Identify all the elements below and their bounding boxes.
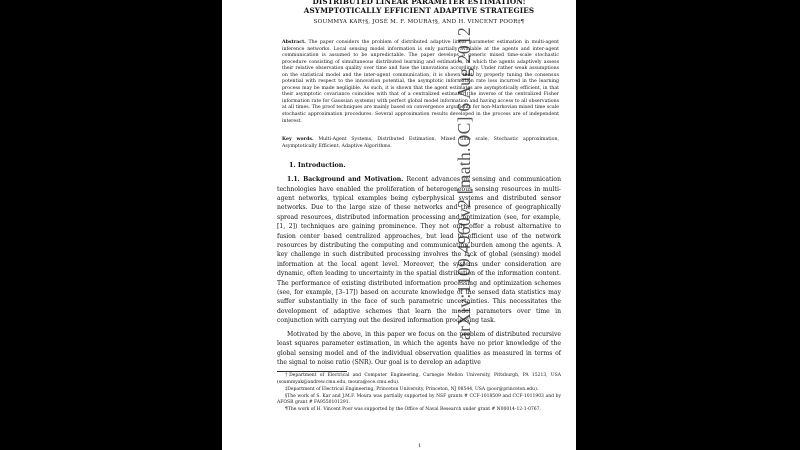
keywords-label: Key words. [282, 137, 314, 143]
footnote-3: §The work of S. Kar and J.M.F. Moura was partially supported by NSF grants # CCF-1018509 and CCF-1011903 and by AFOSR grant # FA9550101291. [277, 393, 561, 406]
title-line-1: DISTRIBUTED LINEAR PARAMETER ESTIMATION: [312, 0, 526, 6]
paper-title [277, 0, 561, 15]
abstract-text: The paper considers the problem of distributed adaptive linear parameter estimation in multi-agent inference networks. Local sensing model information is only partially available at the agents and inter-agent communication is assumed to be unpredictable. The paper develops a generic mixed time-scale stochastic procedure consisting of simultaneous distributed learning and estimation, in which the agents adaptively assess their relative observation quality over time and fuse the innovations accordingly. Under rather weak assumptions on the statistical model and the inter-agent communication, it is shown that, by properly tuning the consensus potential with respect to the innovation potential, the asymptotic information rate loss incurred in the learning process may be made negligible. As such, it is shown that the agent estimates are asymptotically efficient, in that their asymptotic covariance coincides with that of a centralized estimator (the inverse of the centralized Fisher information rate for Gaussian systems) with perfect global model information and having access to all observations at all times. The proof techniques are mainly based on convergence arguments for non-Markovian mixed time scale stochastic approximation procedures. Several approximation results developed in the process are of independent interest. [282, 40, 559, 124]
abstract-label: Abstract. [282, 40, 306, 45]
abstract [282, 40, 559, 125]
subsection-heading: 1.1. Background and Motivation. [287, 176, 404, 184]
page-content [277, 0, 561, 414]
paragraph-2: Motivated by the above, in this paper we focus on the problem of distributed recursive least squares parameter estimation, in which the agents have no prior knowledge of the global sensing model and of the individual observation qualities as measured in terms of the signal to noise ratio (SNR). Our goal is to develop an adaptive [277, 330, 561, 366]
title-line-2: ASYMPTOTICALLY EFFICIENT ADAPTIVE STRATEGIES [303, 6, 535, 15]
authors: SOUMMYA KAR†§, JOSÉ M. F. MOURA†§, AND H. VINCENT POOR‡¶ [313, 19, 525, 25]
footnote-2: ‡Department of Electrical Engineering, Princeton University, Princeton, NJ 08544, USA (poor@princeton.edu). [285, 386, 539, 392]
footnote-4: ¶The work of H. Vincent Poor was supported by the Office of Naval Research under grant # N00014-12-1-0767. [285, 407, 541, 413]
paragraph-1-text: Recent advances in sensing and communication technologies have enabled the proliferation of heterogeneous sensing resources in multi-agent networks, typical examples being cyberphysical systems and distributed sensor networks. Due to the large size of these networks and the presence of geographically spread resources, distributed information processing and optimization (see, for example, [1, 2]) techniques are gaining prominence. They not only offer a robust alternative to fusion center based centralized approaches, but lead to efficient use of the network resources by distributing the computing and communication burden among the agents. A key challenge in such distributed processing involves the lack of global (sensing) model information at the local agent level. Moreover, the systems under consideration are dynamic, often leading to uncertainty in the spatial distribution of the information content. The performance of existing distributed information processing and optimization schemes (see, for example, [3–17]) based on accurate knowledge of the sensed data statistics may suffer substantially in the face of such parametric uncertainties. This necessitates the development of adaptive schemes that learn the model parameters over time in conjunction with carrying out the desired information processing task. [277, 176, 562, 325]
footnote-1: †Department of Electrical and Computer Engineering, Carnegie Mellon University, Pittsburgh, PA 15213, USA (soummyak@andrew.cmu.edu, moura@ece.cmu.edu). [277, 373, 561, 385]
section-heading: 1. Introduction. [289, 161, 346, 170]
keywords [282, 137, 559, 150]
paragraph-1 [277, 175, 561, 326]
arxiv-side-label: arXiv:1109.4960v2 [math.OC] 6 Aug 2012 [454, 26, 474, 340]
page-number: 1 [418, 443, 422, 449]
keywords-text: Multi-Agent Systems, Distributed Estimation, Mixed time scale, Stochastic approximation, Asymptotically Efficient, Adaptive Algorithms. [282, 137, 559, 149]
paper-page [222, 0, 576, 450]
